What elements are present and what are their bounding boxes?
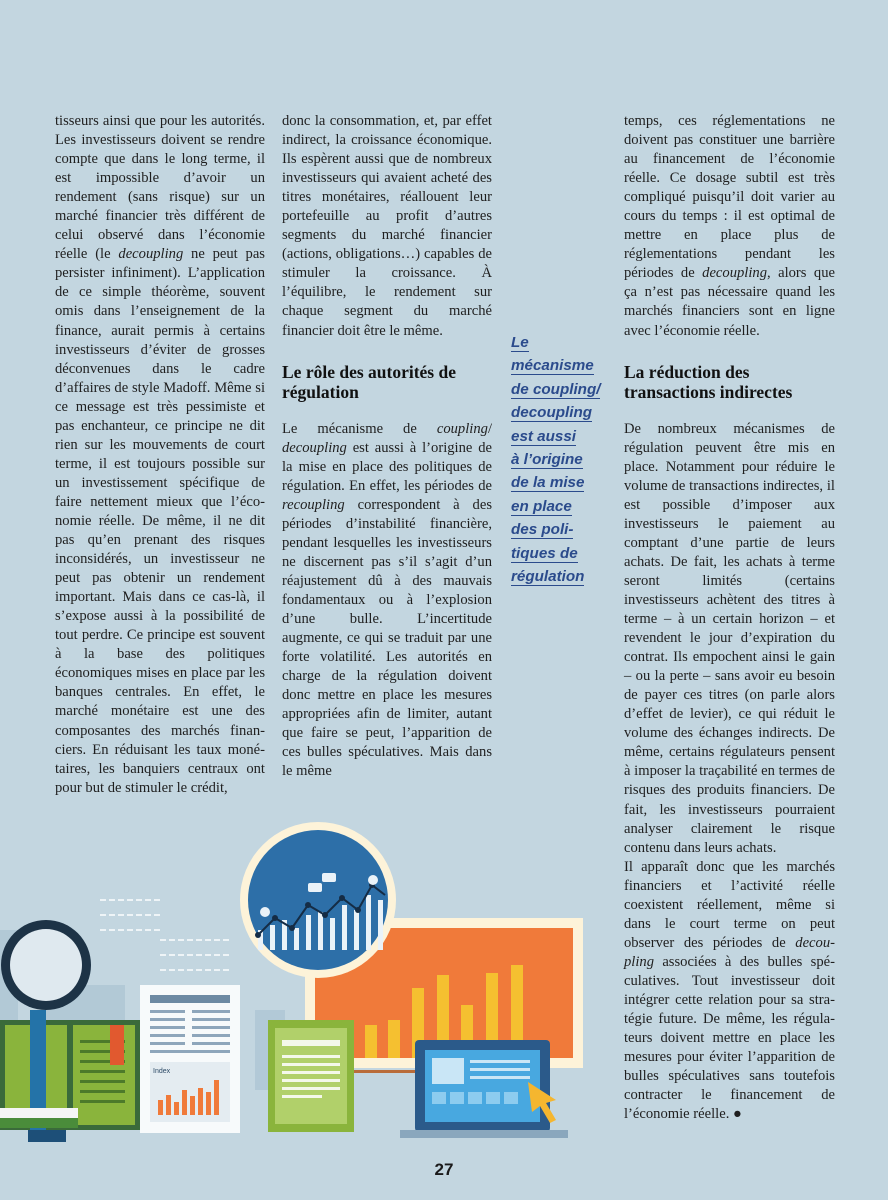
text-column-1 [55,112,265,798]
pull-quote-line: en place [511,497,572,515]
paragraph: tisseurs ainsi que pour les autorités. Les investisseurs doivent se rendre compte que dans le long terme, il est impossible d’avoir un rendement (sans risque) sur un marché financier très différent de celui observé dans l’économie réelle (le decoupling ne peut pas persister infiniment). L’application de ce simple théorème, souvent omis dans l’enseignement de la finance, aurait permis à certains investisseurs d’éviter de grosses déconvenues dans le cadre d’affaires de style Madoff. Même si ce message est très pessimiste et pas enchanteur, ce principe ne dit rien sur les mouvements de court terme, il est toujours possible sur un investissement spécifique de faire nettement mieux que l’économie réelle. De même, il ne dit pas qu’en prenant des risques inconsidérés, un investisseur ne peut pas obtenir un rendement important. Mais dans ce cas-là, il s’expose aussi à la possibilité de tout perdre. Ce principe est souvent à la base des politiques économiques mises en place par les banques centrales. En effet, le marché monétaire est une des composantes des marchés financiers. En réduisant les taux monétaires, les banquiers centraux ont pour but de stimuler le crédit, [55,113,265,796]
pull-quote-line: à l’origine [511,451,583,469]
pull-quote-line: decoupling [511,404,592,422]
pull-quote-line: Le [511,334,529,351]
pull-quote-line: est aussi [511,427,577,445]
section-heading: La réduction des transactions indirectes [624,361,793,402]
document-icon [140,985,240,1133]
pull-quote-line: des poli- [511,521,574,539]
text-column-2 [282,112,492,781]
section-heading: Le rôle des autorités de régulation [282,361,456,402]
text-column-3 [624,112,835,1124]
paragraph: Le mécanisme de coupling/ decoupling est aussi à l’origine de la mise en place des politiques de régulation. En effet, les périodes de recoupling correspondent à des périodes d’instabilité financière, pendant lesquelles les investisseurs ne discernent pas s’il s’agit d’un réajustement dû à des mauvais fondamentaux ou à l’explosion d’une bulle. L’incertitude augmente, ce qui se traduit par une forte volatilité. Les autorités en charge de la régulation doivent donc mettre en place les mesures appropriées afin de limiter, autant que faire se peut, l’apparition de ces bulles spéculatives. Mais dans le même [282,420,492,780]
monitor-label: Index [153,1068,171,1075]
pull-quote-line: de la mise [511,474,585,492]
paragraph: donc la consommation, et, par effet indirect, la croissance économique. Ils espèrent aussi que de nombreux investisseurs qui avaient acheté des titres monétaires, réallouent leur portefeuille au profit d’autres segments du marché financier (actions, obligations…) capables de stimuler la croissance. À l’équilibre, le rendement sur chaque segment du marché financier doit être le même. [282,113,492,339]
pull-quote-line: tiques de [511,544,578,562]
paragraph: De nombreux mécanismes de régulation peuvent être mis en place. Notamment pour réduire le volume de transactions indirectes, il est possible d’imposer aux investisseurs le paiement au comptant d’une partie de leurs achats. De fait, les achats à terme seront limités (certains investisseurs achètent des titres à terme – à un certain horizon – et revendent le jour d’expiration du contrat. Ils empochent ainsi le gain – ou la perte – sans avoir eu besoin de payer ces titres (on parle alors d’effet de levier), ce qui réduit le volume des échanges indirects. De même, certains régulateurs pensent à imposer la traçabilité en termes de risques des produits financiers. De fait, les investisseurs pourraient analyser clairement le risque contenu dans leurs achats. [624,420,835,856]
finance-illustration [0,820,610,1150]
green-report-sheet [268,1020,354,1132]
paragraph: temps, ces réglementations ne doivent pas constituer une barrière au financement de l’économie réelle. Ce dosage subtil est très compliqué puisqu’il doit varier au cours du temps : il est optimal de mettre en place plus de réglementations pendant les périodes de decoupling, alors que ça n’est pas nécessaire quand les marchés financiers sont en ligne avec l’économie réelle. [624,113,836,339]
page-number: 27 [434,1160,454,1179]
book-stack [0,1108,78,1128]
paragraph: Il apparaît donc que les marchés financiers et l’activité réelle coexistent réellement, même si dans le court terme on peut observer des périodes de decoupling associées à des bulles spéculatives. Tout investisseur doit intégrer cette relation pour sa stratégie future. De même, les régulateurs doivent mettre en place les mesures pour éviter l’apparition de bulles spéculatives sans toutefois contracter le financement de l’économie réelle. ● [624,858,835,1123]
decor-lines [100,900,230,970]
pull-quote-line: de coupling/ [511,380,601,398]
circular-line-chart [240,822,396,978]
laptop-icon [400,1040,568,1138]
pull-quote-line: mécanisme [511,357,594,375]
pull-quote-line: régulation [511,568,585,586]
pull-quote [511,331,615,588]
